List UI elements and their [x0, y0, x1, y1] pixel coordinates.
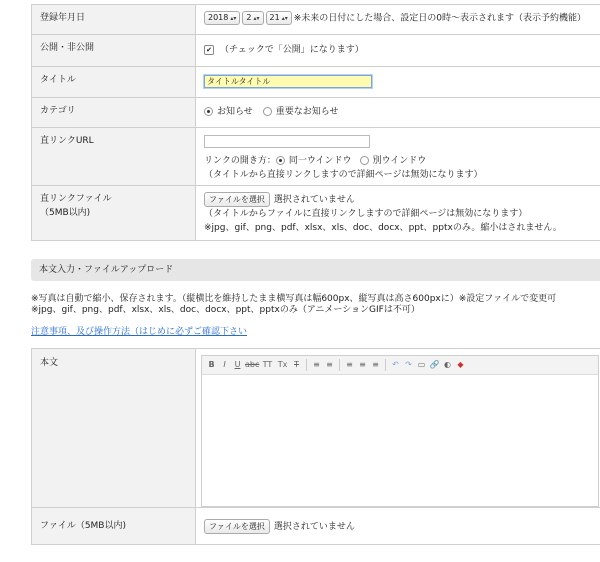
date-row	[31, 4, 600, 35]
direct-link-file-label: 直リンクファイル	[40, 194, 112, 204]
unlink-icon[interactable]: ◐	[444, 360, 451, 369]
bullet-list-icon[interactable]: ≡	[313, 360, 320, 369]
editor-toolbar	[202, 356, 598, 375]
title-row	[31, 67, 600, 98]
month-select[interactable]: 2 ▴▾	[242, 11, 263, 25]
news-form	[31, 0, 600, 241]
font-size-icon[interactable]: TT	[262, 360, 273, 369]
visibility-note: （チェックで「公開」になります）	[220, 45, 364, 55]
category-radio-news[interactable]	[204, 107, 213, 116]
category-label: カテゴリ	[31, 98, 196, 127]
remove-format-icon[interactable]: T	[294, 360, 299, 369]
category-radio-important[interactable]	[263, 107, 272, 116]
direct-link-file-limit: （5MB以内)	[40, 208, 91, 218]
file-label: ファイル（5MB以内)	[31, 508, 196, 545]
direct-link-file-types: ※jpg、gif、png、pdf、xlsx、xls、doc、docx、ppt、pptxのみ。縮小はされません。	[204, 223, 562, 233]
direct-link-url-label: 直リンクURL	[31, 128, 196, 185]
date-note: ※未来の日付にした場合、設定日の0時〜表示されます（表示予約機能）	[293, 13, 587, 24]
visibility-label: 公開・非公開	[31, 35, 196, 66]
direct-link-url-row: 直リンクURL リンクの開き方： 同一ウインドウ 別ウインドウ （タイトルから直接リンクしますので詳細ページは無効になります）	[31, 128, 600, 186]
visibility-row	[31, 35, 600, 67]
open-same-window-radio[interactable]	[276, 156, 285, 165]
italic-icon[interactable]: I	[223, 360, 226, 369]
numbered-list-icon[interactable]: ≡	[326, 360, 333, 369]
direct-link-url-input[interactable]	[204, 135, 370, 148]
direct-link-file-row	[31, 186, 600, 241]
public-checkbox[interactable]: ✔	[204, 45, 214, 55]
open-new-window-radio[interactable]	[360, 156, 369, 165]
source-code-icon[interactable]: ◆	[457, 360, 464, 369]
rich-text-editor[interactable]	[201, 355, 599, 507]
undo-icon[interactable]: ↶	[392, 360, 399, 369]
photo-note: ※写真は自動で縮小、保存されます。（縦横比を維持したまま横写真は幅600px、縦写真は高さ600pxに）※設定ファイルで変更可	[31, 294, 557, 304]
direct-link-file-note: （タイトルからファイルに直接リンクしますので詳細ページは無効になります）	[204, 209, 528, 219]
align-center-icon[interactable]: ≡	[359, 360, 366, 369]
updown-icon: ▴▾	[253, 15, 260, 22]
body-label: 本文	[31, 349, 196, 508]
redo-icon[interactable]: ↷	[405, 360, 412, 369]
bold-icon[interactable]: B	[208, 360, 215, 369]
underline-icon[interactable]: U	[234, 360, 241, 369]
direct-link-file-button[interactable]: ファイルを選択	[204, 192, 270, 207]
title-label: タイトル	[31, 67, 196, 97]
title-input[interactable]: タイトルタイトル	[204, 75, 372, 88]
instructions-link[interactable]: 注意事項、及び操作方法（はじめに必ずご確認下さい	[31, 327, 248, 337]
updown-icon: ▴▾	[230, 15, 237, 22]
file-upload-status: 選択されていません	[273, 522, 355, 532]
direct-link-file-status: 選択されていません	[273, 195, 355, 205]
subscript-icon[interactable]: Tx	[277, 360, 288, 369]
filetype-note: ※jpg、gif、png、pdf、xlsx、xls、doc、docx、ppt、pptxのみ（アニメーションGIFは不可）	[31, 305, 420, 315]
day-select[interactable]: 21 ▴▾	[266, 11, 292, 25]
direct-link-url-note: （タイトルから直接リンクしますので詳細ページは無効になります）	[204, 170, 483, 180]
updown-icon: ▴▾	[281, 15, 288, 22]
link-icon[interactable]: 🔗	[429, 360, 440, 369]
strikethrough-icon[interactable]: abc	[245, 360, 260, 369]
section-header: 本文入力・ファイルアップロード	[31, 259, 600, 281]
align-left-icon[interactable]: ≡	[346, 360, 353, 369]
file-upload-button[interactable]: ファイルを選択	[204, 519, 270, 534]
date-label: 登録年月日	[31, 5, 196, 34]
category-row: カテゴリ お知らせ 重要なお知らせ	[31, 98, 600, 128]
table-icon[interactable]: ▭	[417, 360, 426, 369]
year-select[interactable]: 2018 ▴▾	[204, 11, 240, 25]
align-right-icon[interactable]: ≡	[372, 360, 379, 369]
